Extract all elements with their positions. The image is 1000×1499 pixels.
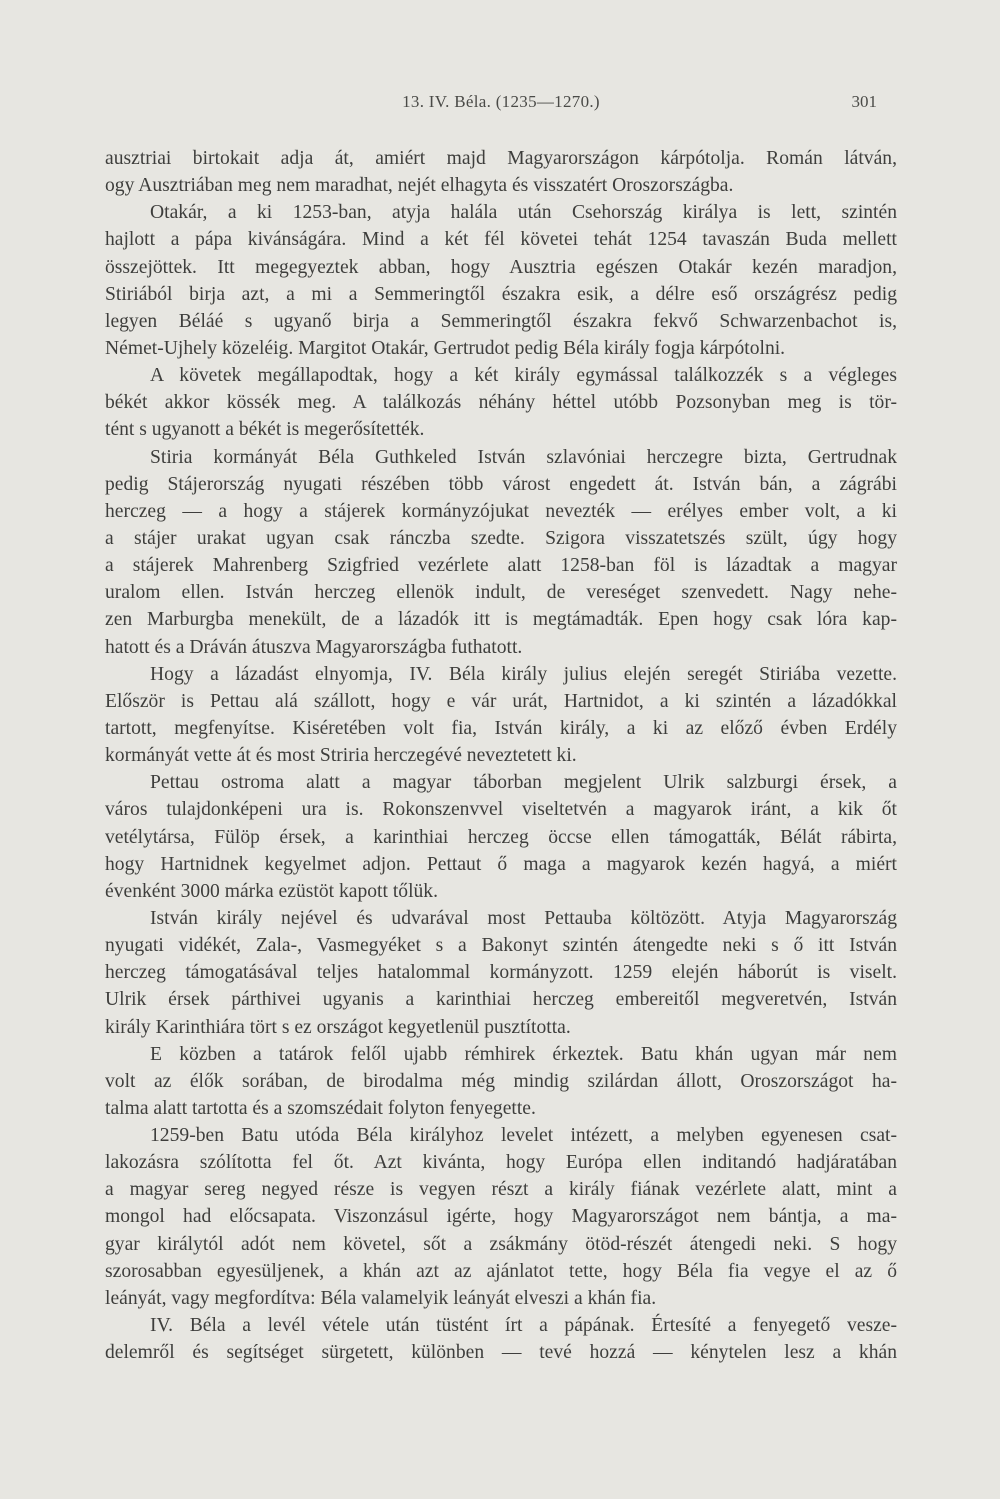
text-line: kormányát vette át és most Striria herczegévé neveztetett ki.: [105, 745, 577, 767]
text-line: Német-Ujhely közeléig. Margitot Otakár, Gertrudot pedig Béla király fogja kárpótolni.: [105, 337, 786, 359]
text-line: 1259-ben Batu utóda Bélа királyhoz levelet intézett, a melyben egyenesen csat-: [150, 1125, 897, 1147]
text-line: zen Marburgba menekült, de a lázadók itt is megtámadták. Epen hogy csak lóra kap-: [105, 609, 897, 631]
text-line: Otakár, a ki 1253-ban, atyja halála után Csehország királya is lett, szintén: [150, 202, 897, 224]
text-line: hajlott a pápa kivánságára. Mind a két fél követei tehát 1254 tavaszán Buda mellett: [105, 229, 897, 251]
text-line: ogy Ausztriában meg nem maradhat, nejét elhagyta és visszatért Oroszországba.: [105, 175, 734, 197]
text-line: herczeg támogatásával teljes hatalommal kormányzott. 1259 elején háborút is viselt.: [105, 962, 897, 984]
text-line: legyen Béláé s ugyanő birja a Semmeringtől északra fekvő Schwarzenbachot is,: [105, 310, 897, 332]
text-line: leányát, vagy megfordítva: Béla valamelyik leányát elveszi a khán fia.: [105, 1287, 657, 1309]
text-line: hatott és a Dráván átuszva Magyarországba futhatott.: [105, 636, 523, 658]
text-line: herczeg — a hogy a stájerek kormányzójukat nevezték — erélyes ember volt, a ki: [105, 500, 897, 522]
text-line: király Karinthiára tört s ez országot kegyetlenül pusztította.: [105, 1016, 571, 1038]
text-line: vetélytársa, Fülöp érsek, a karinthiai herczeg öccse ellen támogatták, Bélát rábirta,: [105, 826, 897, 848]
text-line: nyugati vidékét, Zala-, Vasmegyéket s a Bakonyt szintén átengedte neki s ő itt István: [105, 935, 897, 957]
running-title: 13. IV. Béla. (1235—1270.): [402, 92, 600, 111]
text-line: talma alatt tartotta és a szomszédait folyton fenyegette.: [105, 1097, 536, 1119]
text-line: a magyar sereg negyed része is vegyen részt a király fiának vezérlete alatt, mint a: [105, 1179, 897, 1201]
text-line: Stiriából birja azt, a mi a Semmeringtől északra esik, a délre eső országrész pedig: [105, 283, 897, 305]
text-line: István király nejével és udvarával most Pettauba költözött. Atyja Magyarország: [150, 907, 897, 929]
text-line: a stájerek Mahrenberg Szigfried vezérlete alatt 1258-ban föl is lázadtak a magyar: [105, 555, 897, 577]
text-line: Először is Pettau alá szállott, hogy e vár urát, Hartnidot, a ki szintén a lázadókkal: [105, 690, 897, 712]
text-line: ausztriai birtokait adja át, amiért majd Magyarországon kárpótolja. Román látván,: [105, 148, 897, 169]
text-line: lakozásra szólította fel őt. Azt kivánta, hogy Európa ellen inditandó hadjáratában: [105, 1152, 897, 1174]
page-number: 301: [851, 92, 877, 111]
text-line: tént s ugyanott a békét is megerősítették.: [105, 419, 425, 441]
text-line: a stájer urakat ugyan csak ránczba szedte. Szigora visszatetszés szült, úgy hogy: [105, 527, 897, 549]
text-line: Hogy a lázadást elnyomja, IV. Béla király julius elején seregét Stiriába vezette.: [150, 663, 897, 685]
text-line: összejöttek. Itt megegyeztek abban, hogy Ausztria egészen Otakár kezén maradjon,: [105, 256, 897, 278]
text-line: volt az élők sorában, de birodalma még mindig szilárdan állott, Oroszországot ha-: [105, 1070, 897, 1092]
body-text: [105, 145, 897, 1366]
text-line: uralom ellen. István herczeg ellenök indult, de vereséget szenvedett. Nagy nehe-: [105, 582, 897, 604]
text-line: E közben a tatárok felől ujabb rémhirek érkeztek. Batu khán ugyan már nem: [150, 1043, 897, 1065]
text-line: évenként 3000 márka ezüstöt kapott tőlük.: [105, 880, 439, 902]
text-line: város tulajdonképeni ura is. Rokonszenvvel viseltetvén a magyarok iránt, a kik őt: [105, 799, 897, 821]
text-line: Pettau ostroma alatt a magyar táborban megjelent Ulrik salzburgi érsek, a: [150, 772, 897, 794]
text-line: delemről és segítséget sürgetett, különben — tevé hozzá — kénytelen lesz a khán: [105, 1342, 897, 1364]
text-line: Stiria kormányát Béla Guthkeled István szlavóniai herczegre bizta, Gertrudnak: [150, 446, 897, 468]
text-line: tartott, megfenyítse. Kiséretében volt fia, István király, a ki az előző évben Erdély: [105, 717, 897, 739]
page-header: [105, 92, 897, 116]
text-line: gyar királytól adót nem követel, sőt a zsákmány ötöd-részét átengedi neki. S hogy: [105, 1233, 897, 1255]
text-line: mongol had előcsapata. Viszonzásul igérte, hogy Magyarországot nem bántja, a ma-: [105, 1206, 897, 1228]
text-line: A követek megállapodtak, hogy a két király egymással találkozzék s a végleges: [150, 365, 897, 387]
text-line: hogy Hartnidnek kegyelmet adjon. Pettaut ő maga a magyarok kezén hagyá, a miért: [105, 853, 897, 875]
text-line: Ulrik érsek párthivei ugyanis a karinthiai herczeg embereitől megveretvén, István: [105, 989, 897, 1011]
text-line: IV. Béla a levél vétele után tüstént írt a pápának. Értesíté a fenyegető vesze-: [150, 1315, 897, 1337]
text-line: szorosabban egyesüljenek, a khán azt az ajánlatot tette, hogy Béla fia vegye el az ő: [105, 1260, 897, 1282]
text-line: békét akkor kössék meg. A találkozás néhány héttel utóbb Pozsonyban meg is tör-: [105, 392, 897, 414]
text-line: pedig Stájerország nyugati részében több várost engedett át. István bán, a zágrábi: [105, 473, 897, 495]
